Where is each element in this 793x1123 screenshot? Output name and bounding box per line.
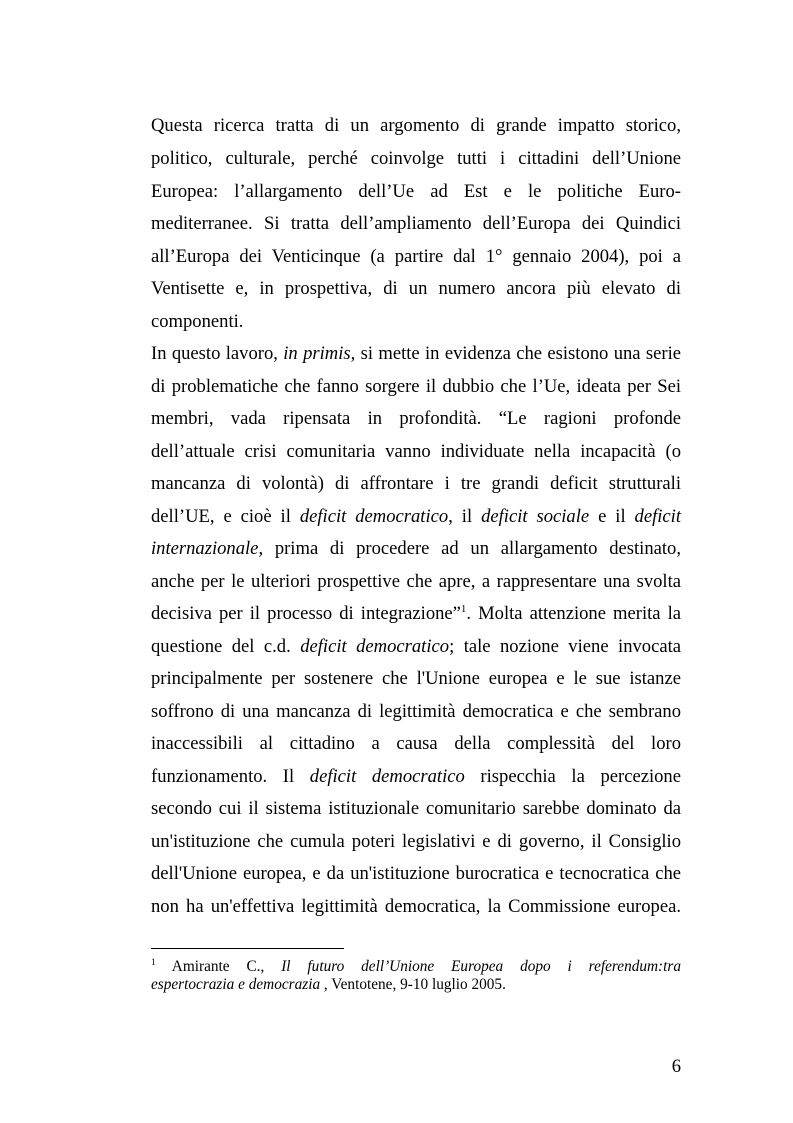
italic-text: deficit democratico	[300, 636, 450, 657]
footnote-separator	[151, 948, 344, 949]
p2-line-6	[151, 506, 681, 528]
footnote-line-2	[151, 976, 681, 994]
p2-line-11: principalmente per sostenere che l'Unione europea e le sue istanze	[151, 668, 681, 689]
p1-line-7: componenti.	[151, 311, 244, 332]
footnote-author: Amirante C.,	[155, 958, 282, 975]
text: decisiva per il processo di integrazione”	[151, 603, 461, 624]
italic-text: in primis,	[283, 343, 356, 364]
text: ; tale nozione viene invocata	[449, 636, 682, 657]
italic-text: deficit	[634, 506, 682, 527]
p2-line-9	[151, 603, 681, 625]
p2-line-16: un'istituzione che cumula poteri legislativi e di governo, il Consiglio	[151, 831, 681, 852]
p2-line-7	[151, 538, 681, 560]
italic-text: internazionale	[151, 538, 259, 559]
p2-line-8: anche per le ulteriori prospettive che apre, a rappresentare una svolta	[151, 571, 681, 592]
p2-line-3: membri, vada ripensata in profondità. “Le ragioni profonde	[151, 408, 681, 429]
p1-line-6: Ventisette e, in prospettiva, di un numero ancora più elevato di	[151, 278, 681, 299]
page-number: 6	[671, 1056, 681, 1077]
text: questione del c.d.	[151, 636, 301, 657]
text: In questo lavoro,	[151, 343, 284, 364]
p1-line-2: politico, culturale, perché coinvolge tutti i cittadini dell’Unione	[151, 148, 681, 169]
text: , prima di procedere ad un allargamento destinato,	[258, 538, 681, 559]
p2-line-15: secondo cui il sistema istituzionale comunitario sarebbe dominato da	[151, 798, 681, 819]
p2-line-14	[151, 766, 681, 788]
p1-line-1: Questa ricerca tratta di un argomento di grande impatto storico,	[151, 115, 681, 136]
text: e il	[589, 506, 635, 527]
footnote-ref[interactable]: 1	[460, 603, 467, 615]
italic-text: deficit democratico	[299, 506, 449, 527]
footnote-title: Il futuro dell’Unione Europea dopo i referendum:tra	[281, 958, 682, 975]
italic-text: deficit democratico	[309, 766, 465, 787]
p1-line-3: Europea: l’allargamento dell’Ue ad Est e le politiche Euro-	[151, 181, 681, 202]
italic-text: deficit sociale	[481, 506, 590, 527]
footnote-number: 1	[151, 958, 156, 968]
p2-line-12: soffrono di una mancanza di legittimità democratica e che sembrano	[151, 701, 681, 722]
text: dell’UE, e cioè il	[151, 506, 300, 527]
p1-line-5: all’Europa dei Venticinque (a partire dal 1° gennaio 2004), poi a	[151, 246, 681, 267]
p2-line-2: di problematiche che fanno sorgere il dubbio che l’Ue, ideata per Sei	[151, 376, 681, 397]
text: . Molta attenzione merita la	[466, 603, 682, 624]
p1-line-4: mediterranee. Si tratta dell’ampliamento dell’Europa dei Quindici	[151, 213, 681, 234]
text: rispecchia la percezione	[464, 766, 681, 787]
p2-line-1	[151, 343, 681, 365]
p2-line-10	[151, 636, 681, 658]
p2-line-5: mancanza di volontà) di affrontare i tre grandi deficit strutturali	[151, 473, 681, 494]
text: si mette in evidenza che esistono una serie	[355, 343, 681, 364]
text: funzionamento. Il	[151, 766, 310, 787]
p2-line-17: dell'Unione europea, e da un'istituzione burocratica e tecnocratica che	[151, 863, 681, 884]
footnote-details: , Ventotene, 9-10 luglio 2005.	[320, 976, 506, 993]
p2-line-4: dell’attuale crisi comunitaria vanno individuate nella incapacità (o	[151, 441, 681, 462]
footnote-title: espertocrazia e democrazia	[151, 976, 321, 993]
p2-line-13: inaccessibili al cittadino a causa della complessità del loro	[151, 733, 681, 754]
footnote-line-1	[151, 958, 681, 976]
p2-line-18: non ha un'effettiva legittimità democratica, la Commissione europea.	[151, 896, 681, 917]
text: , il	[448, 506, 482, 527]
